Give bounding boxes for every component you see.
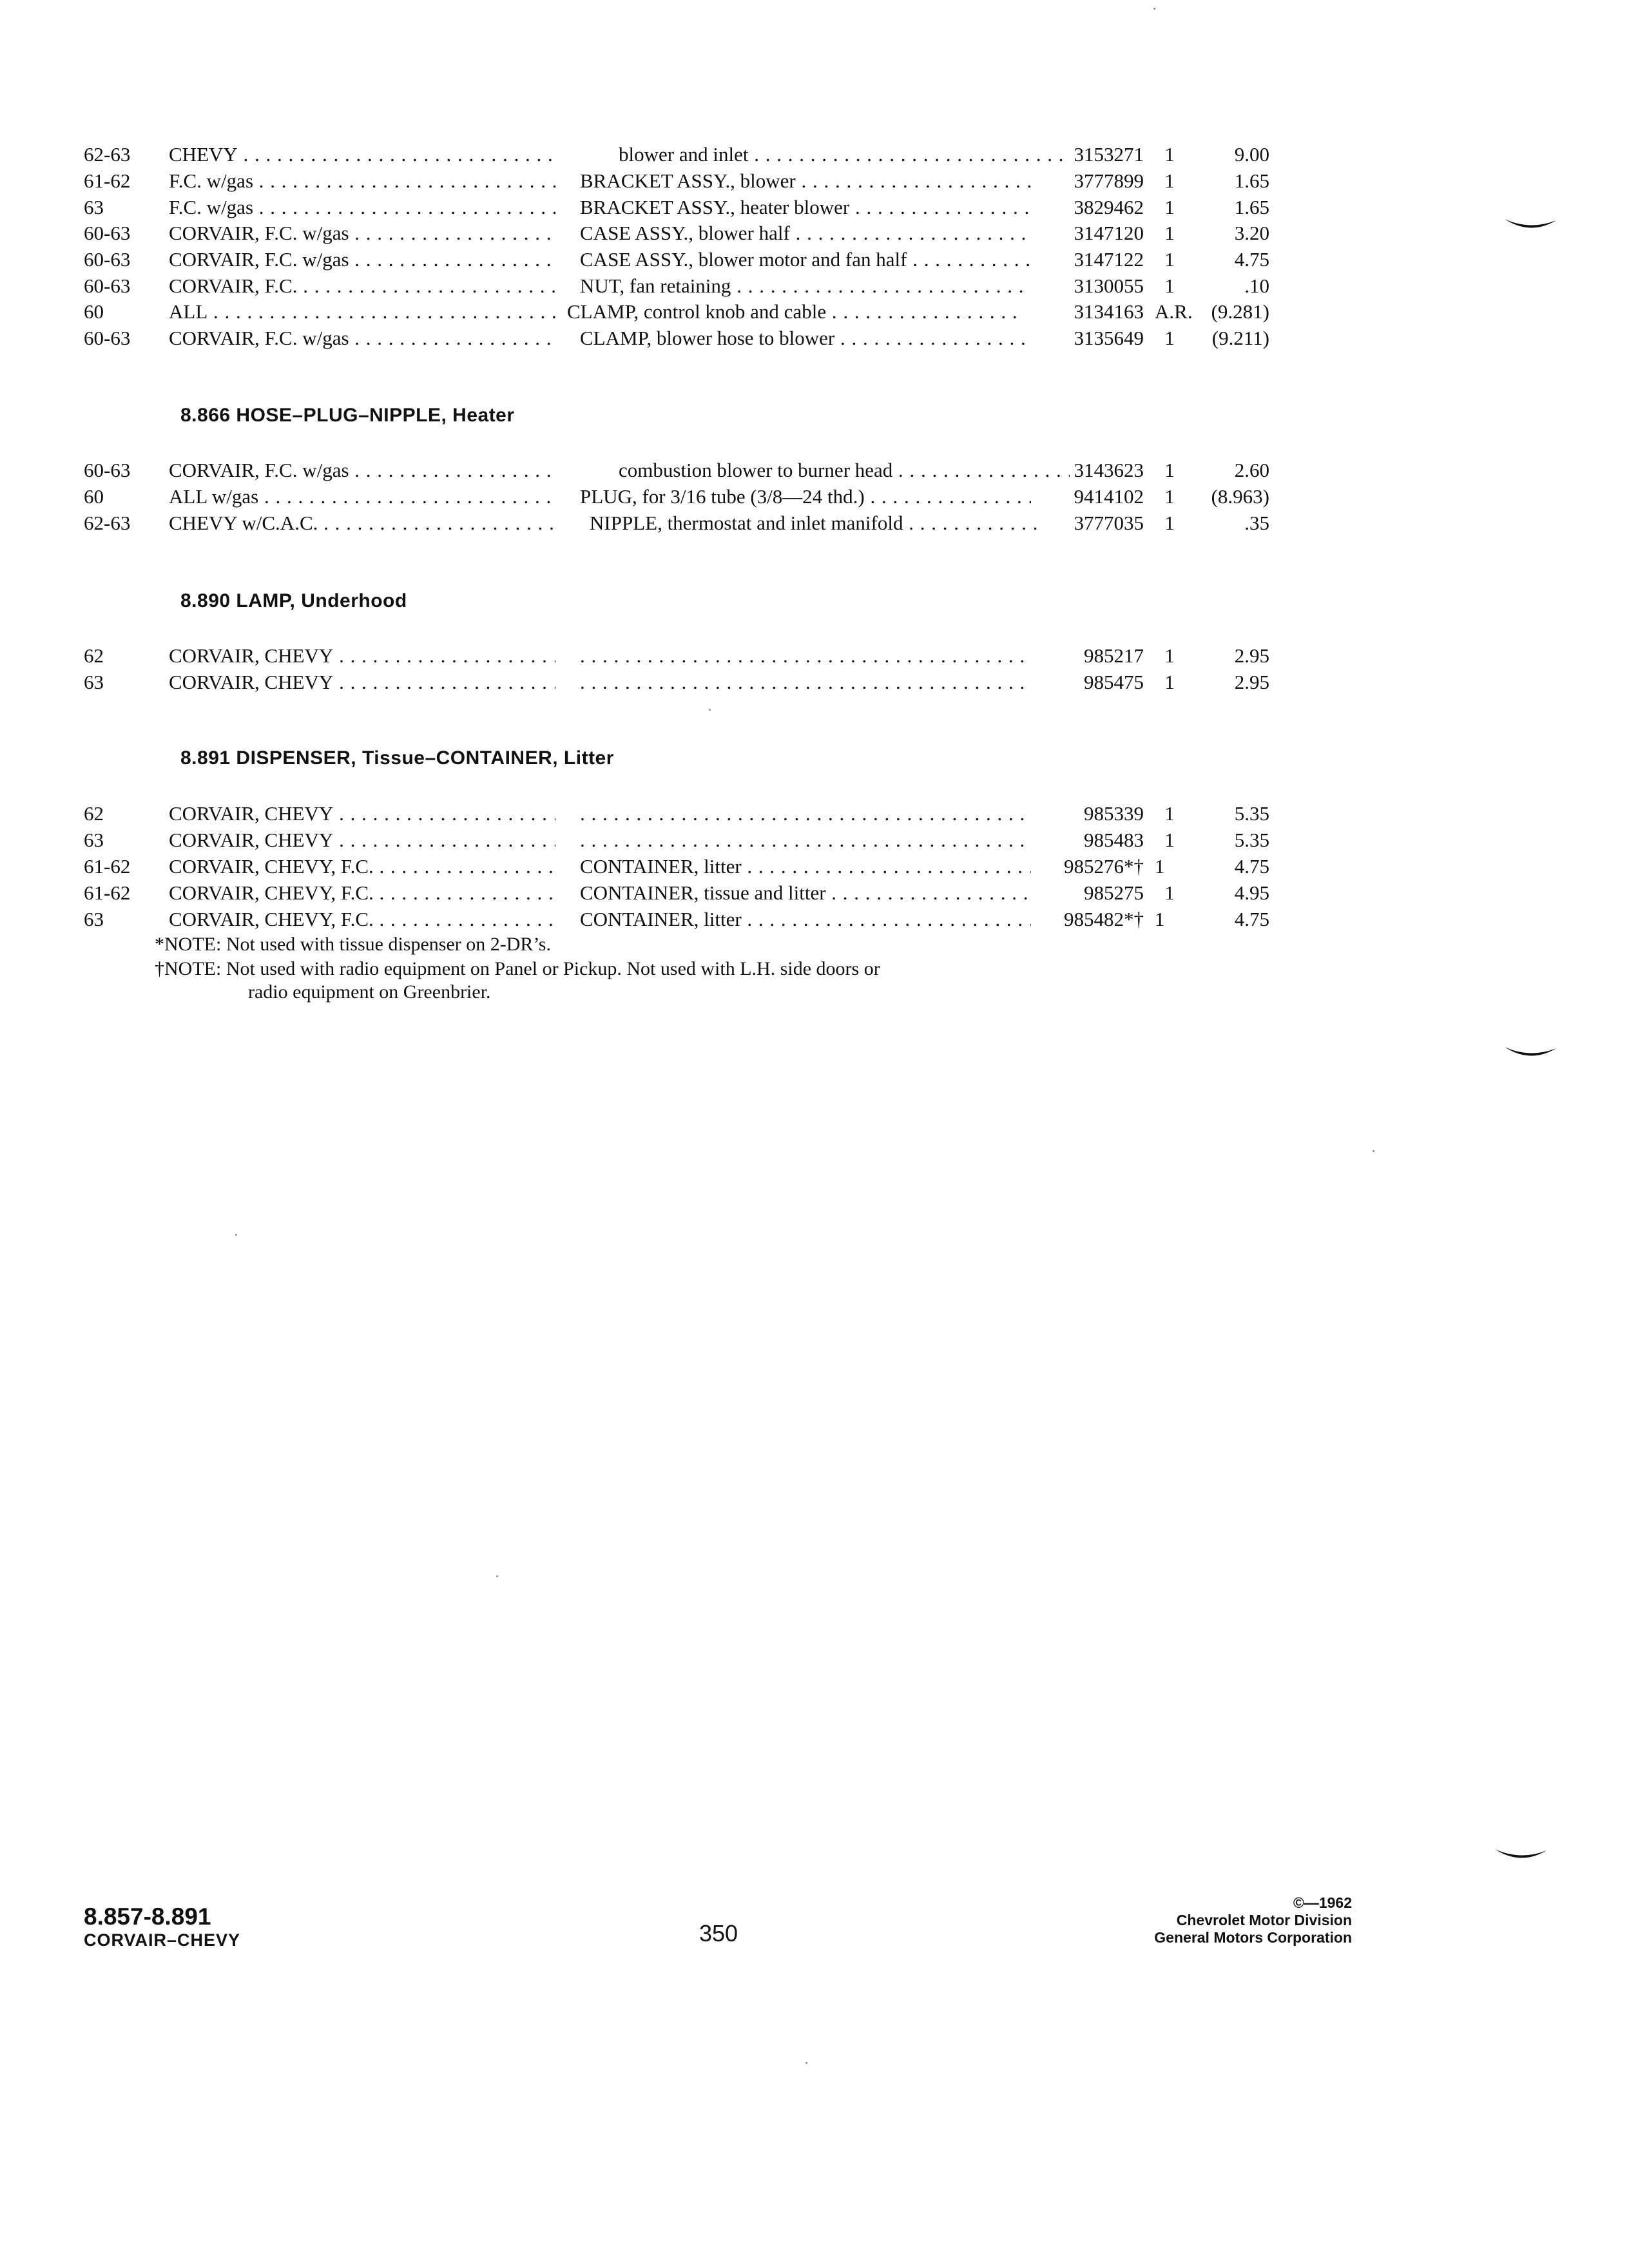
corporation-line: General Motors Corporation	[1154, 1929, 1352, 1946]
table-row: 60-63 CORVAIR, F.C. w/gas . . . CASE ASSY., blower motor and fan half . . . 3147122 1 4.75	[0, 247, 1629, 273]
scan-speck	[1373, 1150, 1374, 1152]
scan-speck	[805, 2062, 807, 2064]
table-row: 62 CORVAIR, CHEVY . . . . . . 985339 1 5.35	[0, 801, 1629, 827]
section-subtitle: CORVAIR–CHEVY	[84, 1930, 241, 1950]
footnote-radio-continued: radio equipment on Greenbrier.	[248, 981, 491, 1003]
table-row: 60-63 CORVAIR, F.C. w/gas . . . CLAMP, blower hose to blower . . . 3135649 1 (9.211)	[0, 325, 1629, 351]
scan-speck	[235, 1234, 237, 1236]
table-row: 63 CORVAIR, CHEVY, F.C. . . . CONTAINER, litter . . . 985482*† 1 4.75	[0, 907, 1629, 932]
section-heading: 8.891 DISPENSER, Tissue–CONTAINER, Litter	[180, 747, 614, 769]
table-row: 62 CORVAIR, CHEVY . . . . . . 985217 1 2.95	[0, 643, 1629, 669]
footer-section-info	[84, 1903, 240, 1950]
table-row: 61-62 F.C. w/gas . . . BRACKET ASSY., blower . . . 3777899 1 1.65	[0, 168, 1629, 194]
footer-publisher	[1154, 1894, 1352, 1946]
scan-speck	[1153, 8, 1155, 10]
table-row: 62-63 CHEVY w/C.A.C. . . . NIPPLE, thermostat and inlet manifold . . . 3777035 1 .35	[0, 510, 1629, 536]
section-range: 8.857-8.891	[84, 1903, 211, 1930]
binder-mark	[1492, 1843, 1550, 1869]
table-row: 61-62 CORVAIR, CHEVY, F.C. . . . CONTAINER, litter . . . 985276*† 1 4.75	[0, 854, 1629, 879]
table-row: 60 ALL . . . CLAMP, control knob and cable . . . 3134163 A.R. (9.281)	[0, 299, 1629, 325]
section-heading: 8.866 HOSE–PLUG–NIPPLE, Heater	[180, 405, 515, 426]
section-heading: 8.890 LAMP, Underhood	[180, 590, 407, 611]
binder-mark	[1501, 1041, 1559, 1066]
footnote-tissue: *NOTE: Not used with tissue dispenser on 2-DR’s.	[155, 934, 551, 955]
table-row: 61-62 CORVAIR, CHEVY, F.C. . . . CONTAINER, tissue and litter . . . 985275 1 4.95	[0, 880, 1629, 906]
binder-mark	[1501, 213, 1559, 238]
table-row: 60-63 CORVAIR, F.C. w/gas . . . combustion blower to burner head . . . 3143623 1 2.60	[0, 457, 1629, 483]
table-row: 63 CORVAIR, CHEVY . . . . . . 985475 1 2.95	[0, 669, 1629, 695]
table-row: 60 ALL w/gas . . . PLUG, for 3/16 tube (3/8—24 thd.) . . . 9414102 1 (8.963)	[0, 484, 1629, 510]
table-row: 63 CORVAIR, CHEVY . . . . . . 985483 1 5.35	[0, 827, 1629, 853]
scan-speck	[496, 1575, 498, 1577]
page-number: 350	[699, 1920, 738, 1946]
scan-speck	[709, 709, 711, 711]
footnote-radio: †NOTE: Not used with radio equipment on Panel or Pickup. Not used with L.H. side doors or	[155, 958, 880, 979]
division-line: Chevrolet Motor Division	[1176, 1912, 1352, 1928]
table-row: 63 F.C. w/gas . . . BRACKET ASSY., heater blower . . . 3829462 1 1.65	[0, 195, 1629, 220]
copyright-line: ©—1962	[1293, 1894, 1352, 1911]
table-row: 60-63 CORVAIR, F.C. w/gas . . . CASE ASSY., blower half . . . 3147120 1 3.20	[0, 220, 1629, 246]
table-row: 60-63 CORVAIR, F.C. . . . NUT, fan retaining . . . 3130055 1 .10	[0, 273, 1629, 299]
table-row: 62-63 CHEVY . . . blower and inlet . . . 3153271 1 9.00	[0, 142, 1629, 168]
